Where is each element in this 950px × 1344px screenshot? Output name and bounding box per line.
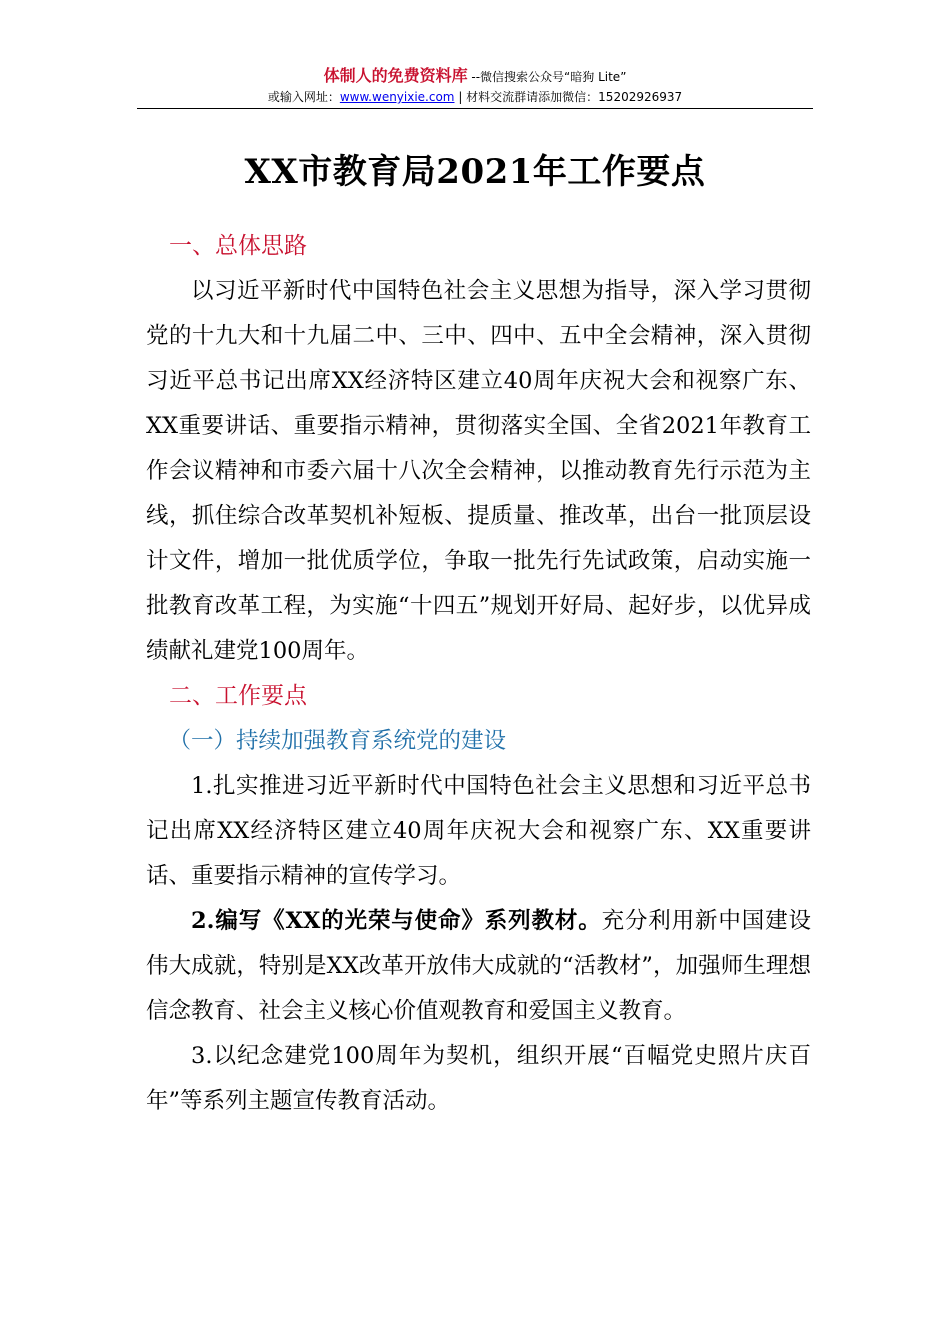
header-url-suffix: | 材料交流群请添加微信：15202926937 [454, 90, 683, 104]
header-note: --微信搜索公众号“暗狗 Lite” [467, 70, 627, 84]
document-title: XX市教育局2021年工作要点 [244, 152, 706, 192]
header-url-link[interactable]: www.wenyixie.com [339, 90, 455, 104]
page-header [0, 66, 950, 106]
section-heading-key-points: 二、工作要点 [169, 683, 307, 709]
item-2-body: 充分利用新中国建设伟大成就，特别是XX改革开放伟大成就的“活教材”，加强师生理想信念教育、社会主义核心价值观教育和爱国主义教育。 [146, 908, 811, 1024]
paragraph-item-2 [146, 899, 811, 1034]
header-brand: 体制人的免费资料库 [323, 66, 468, 85]
document-body [146, 224, 811, 1124]
paragraph-item-1: 1.扎实推进习近平新时代中国特色社会主义思想和习近平总书记出席XX经济特区建立40周年庆祝大会和视察广东、XX重要讲话、重要指示精神的宣传学习。 [146, 773, 811, 889]
subheading-party-building: （一）持续加强教育系统党的建设 [168, 728, 507, 754]
paragraph-overall: 以习近平新时代中国特色社会主义思想为指导，深入学习贯彻党的十九大和十九届二中、三中、四中、五中全会精神，深入贯彻习近平总书记出席XX经济特区建立40周年庆祝大会和视察广东、XX重要讲话、重要指示精神，贯彻落实全国、全省2021年教育工作会议精神和市委六届十八次全会精神，以推动教育先行示范为主线，抓住综合改革契机补短板、提质量、推改革，出台一批顶层设计文件，增加一批优质学位，争取一批先行先试政策，启动实施一批教育改革工程，为实施“十四五”规划开好局、起好步，以优异成绩献礼建党100周年。 [146, 278, 811, 664]
paragraph-item-3: 3.以纪念建党100周年为契机，组织开展“百幅党史照片庆百年”等系列主题宣传教育活动。 [146, 1043, 811, 1114]
section-heading-overall: 一、总体思路 [169, 233, 307, 259]
item-2-lead: 2.编写《XX的光荣与使命》系列教材。 [191, 908, 602, 934]
header-line-brand [0, 66, 950, 87]
header-url-prefix: 或输入网址： [267, 90, 340, 104]
header-line-url [0, 88, 950, 106]
header-divider [137, 108, 813, 109]
